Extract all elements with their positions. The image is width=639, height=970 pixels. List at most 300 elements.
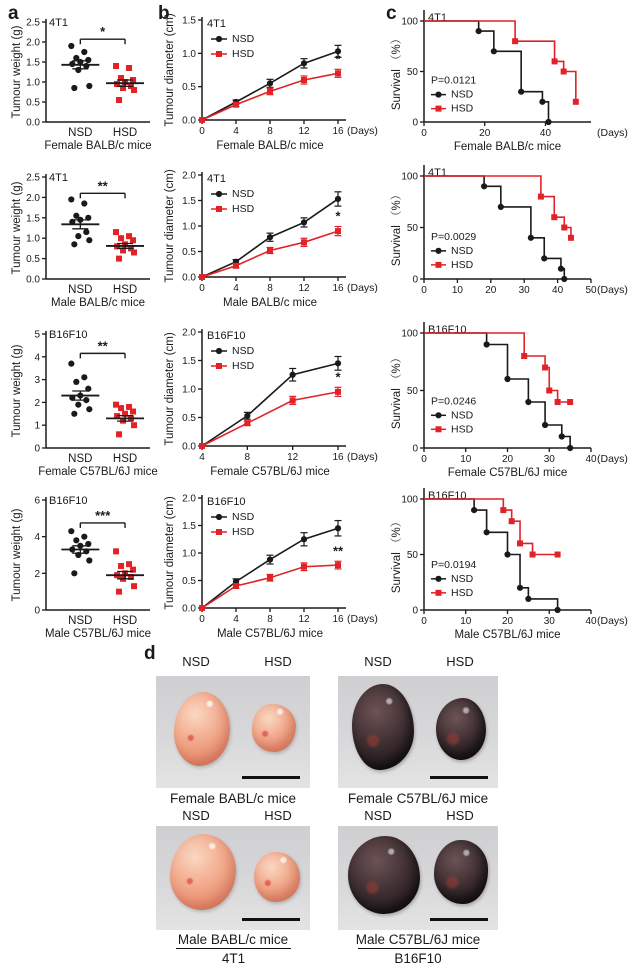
photo-caption: Male BABL/c mice [177,932,289,947]
data-point-marker [491,48,497,54]
x-tick-label: 8 [267,126,273,137]
data-point-marker [216,348,222,354]
data-point-marker [568,235,574,241]
x-tick-label: 4 [233,614,239,625]
x-tick-label: 8 [267,614,273,625]
data-point-marker [525,399,531,405]
y-tick-label: 1.0 [26,233,40,245]
data-point-marker [517,540,523,546]
photo-column-label-hsd: HSD [264,808,292,823]
x-axis-label: Female C57BL/6J mice [210,466,330,478]
legend-label: HSD [232,48,255,60]
chart-tumour-diameter-4t1-male-balbc [162,163,382,313]
x-tick-label: 20 [501,454,514,465]
data-point-marker [538,194,544,200]
chart-title: 4T1 [428,12,447,24]
data-point-marker [509,518,515,524]
x-tick-label: 8 [267,283,273,294]
data-point-marker [335,196,341,202]
data-line [202,565,338,608]
data-point-marker [545,119,551,125]
y-tick-label: 2.0 [26,37,40,49]
tumour-nsd [170,834,236,910]
y-tick-label: 50 [406,550,418,561]
data-point-marker [558,266,564,272]
chart-tumour-diameter-4t1-female-balbc [162,8,382,156]
panel-c-letter: c [386,3,397,24]
photo-caption: Female BABL/c mice [169,791,297,806]
data-point-marker [301,77,307,83]
x-tick-label: 12 [298,126,310,137]
data-point-marker [530,552,536,558]
data-point-marker [471,507,477,513]
x-tick-label: 0 [421,616,427,627]
x-axis-label: Male BALB/c mice [223,297,317,309]
y-axis-label: Tumour diameter (cm) [164,13,176,127]
x-axis-label: Female C57BL/6J mice [447,467,568,479]
x-tick-label: 20 [501,616,514,627]
data-point-marker [118,405,124,411]
x-unit-label: (Days) [347,613,378,625]
significance-stars: * [100,24,106,40]
data-point-marker [199,443,205,449]
photo-column-label-hsd: HSD [264,654,292,669]
p-value: P=0.0121 [431,74,477,87]
x-tick-label: 20 [479,128,491,139]
data-point-marker [555,399,561,405]
y-axis-label: Survival （%） [391,515,403,594]
x-tick-label: 12 [298,283,310,294]
p-value: P=0.0246 [431,395,477,408]
x-axis-label: Female BALB/c mice [44,140,152,152]
data-point-marker [68,361,74,367]
data-point-marker [71,411,77,417]
data-line [202,363,338,446]
data-point-marker [86,83,92,89]
legend-label: HSD [451,423,474,436]
photo-column-label-nsd: NSD [364,654,392,669]
chart-survival-b16f10-male-c57bl6j [390,486,637,644]
x-tick-label: 4 [233,126,239,137]
category-label: HSD [112,284,138,296]
x-tick-label: 10 [451,285,463,296]
category-label: HSD [112,127,138,139]
data-point-marker [68,196,74,202]
x-tick-label: 4 [233,283,239,294]
y-tick-label: 1.5 [182,356,196,367]
scale-bar [242,918,300,921]
chart-title: B16F10 [49,495,88,507]
significance-stars: * [335,51,341,67]
x-unit-label: (Days) [597,453,628,465]
y-tick-label: 0.5 [182,247,196,258]
chart-survival-b16f10-female-c57bl6j [390,320,637,482]
panel-d-letter: d [144,643,156,664]
data-point-marker [81,534,87,540]
data-point-marker [504,551,510,557]
legend-label: NSD [232,345,255,357]
x-tick-label: 30 [543,454,555,465]
y-tick-label: 1.5 [182,521,196,532]
y-tick-label: 4 [34,352,40,364]
survival-step-line [424,176,564,279]
data-point-marker [512,38,518,44]
data-point-marker [436,590,442,596]
data-point-marker [83,229,89,235]
data-point-marker [73,379,79,385]
data-point-marker [244,413,250,419]
legend-label: HSD [232,526,255,538]
data-point-marker [561,225,567,231]
survival-step-line [424,176,571,238]
y-tick-label: 2.5 [26,172,40,184]
y-tick-label: 50 [406,386,418,397]
scale-bar [430,918,488,921]
data-point-marker [116,97,122,103]
x-tick-label: 40 [552,285,564,296]
y-tick-label: 0.5 [26,97,40,109]
data-point-marker [267,88,273,94]
chart-title: B16F10 [207,496,246,508]
data-point-marker [216,206,222,212]
y-tick-label: 1.0 [182,548,196,560]
y-tick-label: 1.0 [26,77,40,89]
data-point-marker [301,219,307,225]
photo-column-label-hsd: HSD [446,808,474,823]
y-tick-label: 0.0 [182,272,196,284]
photo-column-label-hsd: HSD [446,654,474,669]
y-tick-label: 0.0 [26,274,40,286]
y-tick-label: 0 [412,117,418,129]
significance-stars: ** [97,178,108,194]
tumour-photo-b16f10-female [338,676,498,788]
data-point-marker [216,529,222,535]
data-point-marker [113,63,119,69]
data-point-marker [199,117,205,123]
data-point-marker [476,28,482,34]
y-tick-label: 2.0 [182,327,196,339]
data-point-marker [233,102,239,108]
data-point-marker [267,80,273,86]
tumour-photo-4t1-male [156,826,310,930]
y-axis-label: Survival （%） [391,351,403,430]
data-point-marker [86,237,92,243]
chart-tumour-weight-4t1-male-balbc [10,163,158,313]
data-point-marker [267,557,273,563]
y-axis-label: Tumour weight (g) [11,25,23,119]
legend-label: NSD [232,188,255,200]
y-tick-label: 1.5 [182,15,196,27]
photo-caption: Female C57BL/6J mice [347,791,489,806]
x-axis-label: Female BALB/c mice [453,141,562,153]
data-point-marker [71,241,77,247]
y-tick-label: 1.0 [182,48,196,60]
data-point-marker [546,388,552,394]
data-point-marker [86,406,92,412]
tumour-hsd [434,840,488,904]
legend-label: HSD [451,258,474,271]
data-line [202,528,338,608]
data-point-marker [525,596,531,602]
category-label: NSD [68,615,93,627]
x-tick-label: 0 [421,454,427,465]
data-point-marker [335,228,341,234]
x-axis-label: Male C57BL/6J mice [454,629,561,641]
y-tick-label: 2.0 [182,493,196,505]
chart-tumour-diameter-b16f10-female-c57bl6j [162,320,382,482]
x-tick-label: 30 [543,616,555,627]
data-point-marker [71,85,77,91]
x-axis-label: Female BALB/c mice [216,140,324,152]
data-point-marker [126,561,132,567]
chart-title: B16F10 [207,330,246,342]
legend-label: HSD [451,102,474,115]
legend-label: NSD [232,33,255,45]
data-point-marker [199,605,205,611]
y-tick-label: 2 [34,568,40,580]
cell-line-label-b16f10: B16F10 [358,948,478,966]
p-value: P=0.0194 [431,558,477,571]
chart-title: 4T1 [207,18,226,30]
y-tick-label: 50 [406,223,418,234]
significance-stars: * [335,208,341,224]
photo-caption: Male C57BL/6J mice [355,932,481,947]
legend-label: NSD [451,572,474,585]
y-tick-label: 0.0 [182,603,196,615]
category-label: NSD [68,453,93,465]
data-point-marker [116,256,122,262]
x-tick-label: 20 [485,285,497,296]
data-point-marker [301,239,307,245]
data-point-marker [500,507,506,513]
significance-stars: ** [332,543,344,559]
tumour-nsd [348,836,420,914]
y-tick-label: 2.5 [26,17,40,29]
data-point-marker [86,557,92,563]
category-label: NSD [68,127,93,139]
chart-title: 4T1 [207,173,226,185]
significance-stars: ** [97,338,108,354]
x-axis-label: Male C57BL/6J mice [44,628,152,640]
y-axis-label: Tumour weight (g) [11,344,23,438]
data-point-marker [539,99,545,105]
chart-title: B16F10 [49,329,88,341]
data-point-marker [216,36,222,42]
y-tick-label: 1 [34,420,40,432]
data-point-marker [435,92,441,98]
y-tick-label: 5 [34,329,40,341]
data-point-marker [81,49,87,55]
data-point-marker [81,374,87,380]
data-point-marker [68,528,74,534]
chart-tumour-weight-b16f10-male-c57bl6j [10,486,158,644]
significance-stars: *** [95,507,111,523]
data-point-marker [233,263,239,269]
data-point-marker [131,249,137,255]
chart-tumour-diameter-b16f10-male-c57bl6j [162,486,382,644]
y-axis-label: Tumour diameter (cm) [164,496,176,610]
data-point-marker [435,412,441,418]
chart-tumour-weight-b16f10-female-c57bl6j [10,320,158,482]
y-tick-label: 0.5 [182,413,196,424]
data-point-marker [335,562,341,568]
x-tick-label: 12 [287,452,299,463]
y-tick-label: 0.0 [182,441,196,453]
y-tick-label: 0.5 [182,82,196,94]
cell-line-label-4t1: 4T1 [176,948,291,966]
y-tick-label: 0 [412,443,418,455]
x-unit-label: (Days) [597,284,628,296]
y-tick-label: 2.0 [182,170,196,182]
data-point-marker [290,372,296,378]
legend-label: NSD [232,511,255,523]
data-point-marker [521,353,527,359]
data-point-marker [481,183,487,189]
data-point-marker [335,389,341,395]
y-tick-label: 1.5 [182,196,196,207]
tumour-nsd [174,692,230,766]
survival-step-line [424,21,548,122]
data-point-marker [233,583,239,589]
data-point-marker [71,570,77,576]
data-point-marker [126,65,132,71]
data-point-marker [555,607,561,613]
chart-title: 4T1 [49,17,68,29]
data-point-marker [301,60,307,66]
x-unit-label: (Days) [347,282,378,294]
data-point-marker [436,106,442,112]
x-tick-label: 16 [332,614,344,625]
y-tick-label: 0.0 [26,117,40,129]
x-tick-label: 12 [298,614,310,625]
data-point-marker [567,399,573,405]
data-point-marker [517,585,523,591]
data-point-marker [555,552,561,558]
data-point-marker [484,341,490,347]
data-point-marker [267,247,273,253]
legend-label: NSD [451,88,474,101]
legend-label: NSD [451,409,474,422]
data-point-marker [244,420,250,426]
data-point-marker [131,583,137,589]
data-point-marker [216,363,222,369]
x-tick-label: 0 [199,614,205,625]
y-tick-label: 1.0 [182,221,196,233]
data-point-marker [118,235,124,241]
data-point-marker [116,431,122,437]
y-tick-label: 0 [34,443,40,455]
tumour-nsd [352,684,414,770]
x-tick-label: 16 [332,283,344,294]
y-tick-label: 0.0 [182,115,196,127]
legend-label: HSD [232,203,255,215]
panel-a-letter: a [8,3,19,24]
survival-step-line [424,499,558,555]
data-point-marker [561,69,567,75]
data-point-marker [301,536,307,542]
x-tick-label: 4 [199,452,205,463]
y-axis-label: Tumour weight (g) [11,508,23,602]
data-point-marker [85,57,91,63]
data-point-marker [216,51,222,57]
x-tick-label: 16 [332,126,344,137]
panel-b-letter: b [158,3,170,24]
data-point-marker [267,234,273,240]
data-point-marker [551,214,557,220]
category-label: HSD [112,615,138,627]
category-label: NSD [68,284,93,296]
y-tick-label: 50 [406,67,418,78]
x-axis-label: Male C57BL/6J mice [216,628,324,640]
data-point-marker [199,274,205,280]
x-unit-label: (Days) [597,615,628,627]
x-tick-label: 16 [332,452,344,463]
chart-title: 4T1 [49,172,68,184]
x-tick-label: 0 [421,285,427,296]
data-point-marker [561,276,567,282]
y-tick-label: 0 [34,605,40,617]
data-point-marker [542,365,548,371]
data-point-marker [518,89,524,95]
data-point-marker [118,563,124,569]
data-point-marker [573,99,579,105]
data-point-marker [301,564,307,570]
x-tick-label: 40 [585,616,597,627]
data-point-marker [528,235,534,241]
tumour-photo-b16f10-male [338,826,498,930]
data-point-marker [335,70,341,76]
x-unit-label: (Days) [347,125,378,137]
x-unit-label: (Days) [347,451,378,463]
y-tick-label: 1.5 [26,57,40,69]
data-point-marker [290,397,296,403]
data-point-marker [335,525,341,531]
p-value: P=0.0029 [431,230,477,243]
data-point-marker [116,589,122,595]
data-point-marker [73,537,79,543]
data-point-marker [559,433,565,439]
photo-column-label-nsd: NSD [364,808,392,823]
category-label: HSD [112,453,138,465]
data-point-marker [130,237,136,243]
x-tick-label: 50 [585,285,597,296]
scale-bar [430,776,488,779]
y-axis-label: Survival （%） [391,188,403,267]
chart-title: B16F10 [428,490,467,502]
chart-title: 4T1 [428,167,447,179]
data-point-marker [541,255,547,261]
legend-label: NSD [451,244,474,257]
y-axis-label: Tumour diameter (cm) [164,169,176,283]
y-tick-label: 6 [34,495,40,507]
data-point-marker [567,445,573,451]
x-tick-label: 8 [244,452,251,463]
x-axis-label: Male BALB/c mice [51,297,145,309]
data-point-marker [335,360,341,366]
significance-stars: * [335,369,341,385]
photo-column-label-nsd: NSD [182,808,210,823]
y-tick-label: 0.5 [26,254,40,266]
photo-column-label-nsd: NSD [182,654,210,669]
data-point-marker [131,422,137,428]
scale-bar [242,776,300,779]
data-point-marker [75,402,81,408]
tumour-photo-4t1-female [156,676,310,788]
chart-tumour-weight-4t1-female-balbc [10,8,158,156]
tumour-hsd [252,704,296,752]
y-tick-label: 3 [34,375,40,387]
data-point-marker [113,229,119,235]
